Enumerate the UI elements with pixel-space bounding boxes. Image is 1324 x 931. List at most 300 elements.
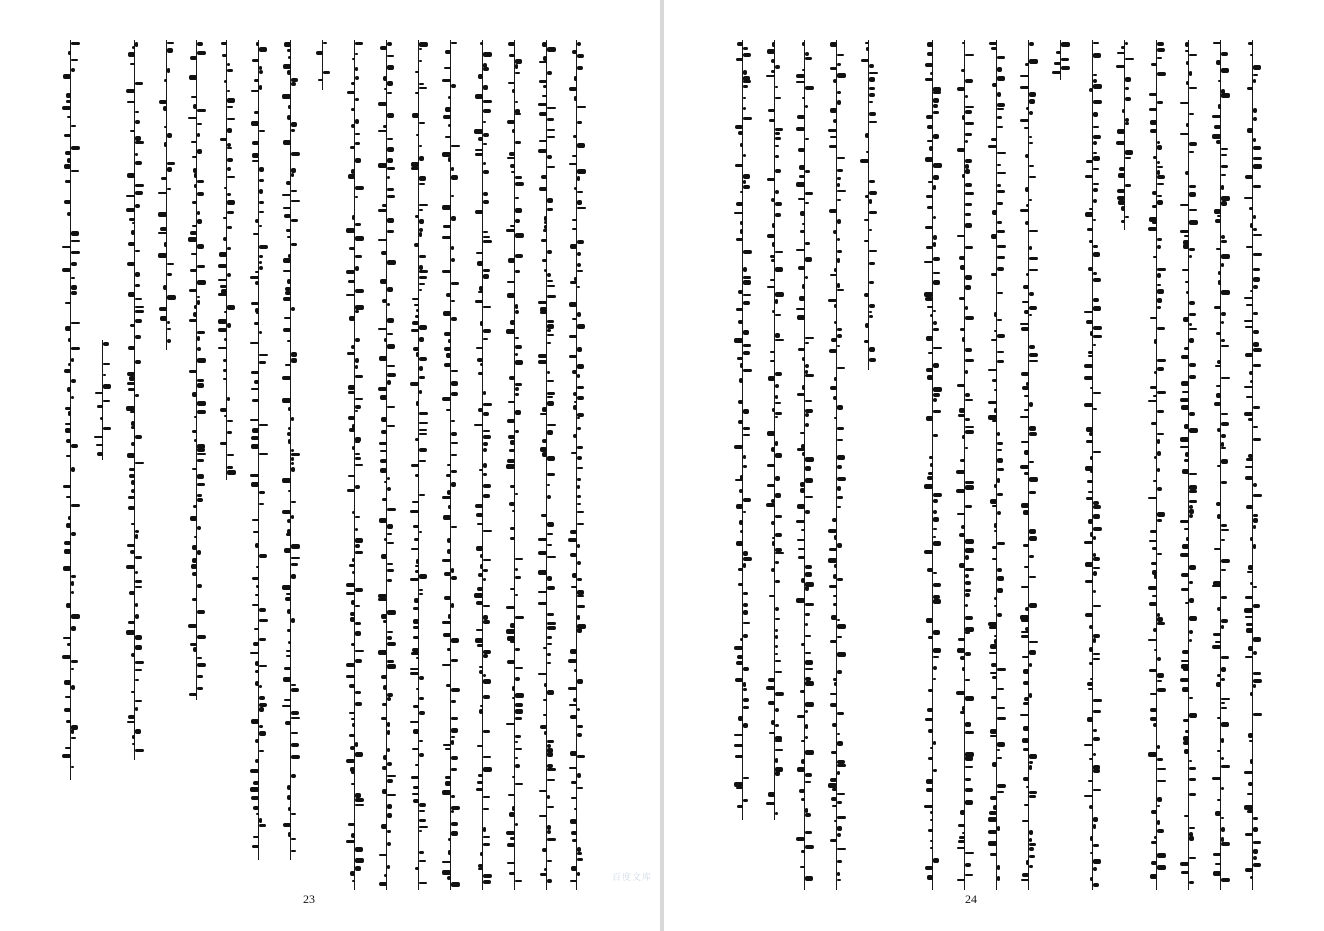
- script-glyph: [1021, 327, 1029, 331]
- script-glyph: [71, 668, 74, 670]
- script-glyph: [743, 498, 751, 502]
- script-glyph: [577, 427, 581, 430]
- script-glyph: [772, 223, 775, 228]
- script-glyph: [933, 321, 937, 325]
- script-glyph: [1221, 787, 1224, 790]
- script-glyph: [66, 496, 71, 498]
- script-glyph: [1253, 684, 1256, 688]
- script-glyph: [218, 328, 227, 332]
- script-glyph: [479, 469, 483, 471]
- text-column: [408, 40, 430, 890]
- text-column: [248, 40, 270, 860]
- script-glyph: [572, 155, 577, 157]
- script-glyph: [933, 387, 942, 392]
- script-glyph: [387, 748, 390, 752]
- script-glyph: [1090, 836, 1093, 841]
- script-glyph: [483, 269, 490, 272]
- script-glyph: [480, 705, 483, 707]
- script-glyph: [837, 91, 841, 94]
- script-glyph: [259, 750, 264, 752]
- script-glyph: [506, 629, 515, 634]
- script-glyph: [540, 873, 547, 876]
- script-glyph: [316, 51, 323, 55]
- script-glyph: [1213, 42, 1221, 44]
- script-glyph: [1221, 254, 1230, 259]
- script-glyph: [1150, 530, 1157, 533]
- script-glyph: [1089, 805, 1093, 809]
- script-glyph: [1022, 820, 1029, 822]
- script-glyph: [1148, 586, 1157, 590]
- script-glyph: [71, 467, 75, 472]
- script-glyph: [1029, 165, 1034, 167]
- script-glyph: [349, 684, 355, 688]
- script-glyph: [805, 86, 814, 90]
- script-glyph: [1217, 428, 1221, 432]
- script-glyph: [127, 721, 135, 723]
- script-glyph: [512, 776, 515, 778]
- script-glyph: [291, 457, 294, 461]
- script-glyph: [483, 192, 488, 196]
- script-glyph: [1029, 847, 1034, 851]
- script-glyph: [1022, 873, 1029, 877]
- script-glyph: [387, 195, 395, 198]
- script-glyph: [837, 219, 841, 224]
- script-glyph: [259, 70, 263, 74]
- script-glyph: [990, 735, 997, 737]
- script-glyph: [997, 221, 1002, 224]
- script-glyph: [220, 138, 227, 141]
- script-glyph: [291, 618, 295, 623]
- script-glyph: [547, 662, 551, 664]
- script-glyph: [224, 415, 227, 417]
- script-glyph: [291, 82, 296, 86]
- script-glyph: [135, 707, 138, 711]
- script-glyph: [990, 672, 997, 674]
- script-glyph: [347, 91, 355, 94]
- script-glyph: [412, 793, 419, 795]
- script-glyph: [541, 175, 547, 179]
- script-glyph: [834, 321, 837, 324]
- script-glyph: [997, 319, 1002, 321]
- script-glyph: [1253, 863, 1261, 867]
- script-glyph: [829, 145, 837, 148]
- script-glyph: [539, 112, 547, 116]
- script-glyph: [734, 646, 743, 650]
- script-glyph: [515, 823, 518, 826]
- script-glyph: [547, 522, 554, 527]
- script-glyph: [1182, 269, 1189, 271]
- script-glyph: [387, 230, 394, 233]
- script-glyph: [1221, 235, 1225, 239]
- script-glyph: [164, 79, 167, 82]
- script-glyph: [1221, 148, 1228, 150]
- script-glyph: [64, 200, 71, 204]
- script-glyph: [547, 613, 554, 616]
- script-glyph: [483, 654, 488, 658]
- script-glyph: [65, 407, 71, 410]
- script-glyph: [128, 346, 135, 350]
- script-glyph: [926, 195, 933, 198]
- script-glyph: [387, 487, 391, 491]
- script-glyph: [547, 295, 556, 298]
- script-glyph: [508, 794, 515, 796]
- script-glyph: [1121, 46, 1125, 49]
- script-glyph: [192, 392, 197, 397]
- script-glyph: [1189, 313, 1196, 316]
- script-glyph: [412, 321, 419, 325]
- script-glyph: [512, 806, 515, 811]
- script-glyph: [837, 793, 845, 795]
- script-glyph: [71, 285, 77, 290]
- script-glyph: [71, 685, 75, 690]
- script-glyph: [443, 311, 451, 316]
- script-glyph: [259, 638, 266, 641]
- script-glyph: [419, 819, 426, 822]
- script-glyph: [378, 328, 387, 330]
- script-glyph: [544, 269, 547, 272]
- script-glyph: [1221, 345, 1229, 347]
- script-glyph: [740, 143, 743, 147]
- script-glyph: [419, 366, 423, 371]
- script-glyph: [997, 668, 1006, 671]
- script-glyph: [547, 643, 552, 645]
- script-glyph: [515, 568, 518, 571]
- script-glyph: [796, 598, 805, 603]
- script-glyph: [380, 459, 387, 463]
- script-glyph: [1026, 273, 1029, 276]
- script-glyph: [958, 414, 965, 417]
- script-glyph: [259, 361, 266, 364]
- script-glyph: [927, 875, 933, 880]
- script-glyph: [291, 453, 300, 456]
- script-glyph: [1217, 750, 1221, 752]
- script-glyph: [291, 732, 298, 734]
- script-glyph: [1093, 152, 1097, 154]
- script-glyph: [1026, 204, 1029, 207]
- script-glyph: [965, 348, 972, 352]
- script-glyph: [131, 523, 135, 525]
- script-glyph: [798, 266, 805, 270]
- script-glyph: [997, 511, 1001, 515]
- script-glyph: [515, 182, 524, 186]
- script-glyph: [103, 400, 110, 402]
- script-glyph: [837, 328, 842, 331]
- script-glyph: [1088, 491, 1093, 493]
- script-glyph: [965, 581, 971, 585]
- script-glyph: [1157, 768, 1166, 770]
- script-glyph: [573, 434, 577, 438]
- script-glyph: [291, 449, 294, 452]
- script-glyph: [743, 107, 746, 110]
- script-glyph: [1118, 200, 1125, 205]
- script-glyph: [547, 424, 556, 426]
- script-glyph: [770, 351, 775, 353]
- script-glyph: [1253, 65, 1261, 70]
- script-glyph: [1180, 437, 1189, 442]
- script-glyph: [448, 339, 451, 343]
- script-glyph: [483, 796, 490, 798]
- script-glyph: [1093, 168, 1099, 170]
- script-glyph: [805, 478, 813, 483]
- script-glyph: [831, 338, 837, 342]
- script-glyph: [483, 109, 491, 113]
- script-glyph: [197, 192, 204, 196]
- script-glyph: [221, 42, 227, 45]
- script-glyph: [837, 465, 842, 469]
- script-glyph: [349, 316, 355, 321]
- script-glyph: [128, 621, 135, 624]
- script-glyph: [1253, 108, 1257, 113]
- script-glyph: [348, 280, 355, 283]
- script-glyph: [447, 464, 451, 466]
- script-glyph: [997, 164, 1001, 166]
- script-glyph: [1253, 253, 1262, 256]
- script-glyph: [68, 51, 71, 55]
- script-glyph: [1093, 42, 1099, 44]
- script-glyph: [837, 741, 843, 746]
- script-glyph: [223, 237, 227, 241]
- script-glyph: [1093, 219, 1096, 221]
- script-glyph: [1029, 754, 1037, 759]
- script-glyph: [802, 223, 805, 225]
- script-glyph: [1214, 125, 1221, 129]
- script-glyph: [448, 838, 451, 841]
- script-glyph: [483, 274, 489, 279]
- script-glyph: [383, 755, 387, 760]
- script-glyph: [933, 104, 938, 108]
- script-glyph: [259, 424, 268, 426]
- script-glyph: [411, 548, 419, 550]
- script-glyph: [1189, 767, 1196, 770]
- script-glyph: [573, 698, 577, 702]
- script-glyph: [541, 514, 547, 517]
- script-glyph: [997, 568, 1002, 572]
- script-glyph: [958, 638, 965, 641]
- script-glyph: [771, 59, 775, 63]
- script-glyph: [994, 635, 997, 637]
- script-glyph: [965, 589, 971, 592]
- script-glyph: [965, 863, 971, 867]
- script-glyph: [805, 586, 809, 591]
- script-glyph: [382, 498, 387, 501]
- script-glyph: [167, 68, 170, 73]
- script-glyph: [1157, 433, 1164, 435]
- script-glyph: [253, 781, 259, 785]
- script-glyph: [1180, 398, 1189, 402]
- script-glyph: [483, 605, 490, 607]
- script-glyph: [1246, 304, 1253, 306]
- script-glyph: [997, 292, 1003, 294]
- script-glyph: [259, 167, 264, 172]
- script-glyph: [413, 705, 419, 708]
- script-glyph: [355, 441, 360, 443]
- script-glyph: [444, 363, 451, 367]
- script-glyph: [355, 631, 361, 636]
- script-glyph: [167, 42, 174, 44]
- script-glyph: [965, 731, 974, 734]
- script-glyph: [965, 430, 974, 434]
- script-glyph: [197, 401, 206, 406]
- script-glyph: [419, 826, 428, 828]
- script-glyph: [775, 202, 782, 206]
- script-glyph: [775, 724, 779, 727]
- script-glyph: [416, 309, 419, 312]
- script-glyph: [259, 608, 266, 612]
- script-glyph: [284, 317, 291, 319]
- script-glyph: [577, 456, 582, 460]
- script-glyph: [130, 130, 135, 132]
- script-glyph: [127, 101, 135, 103]
- script-glyph: [288, 427, 291, 430]
- script-glyph: [926, 618, 933, 623]
- script-glyph: [411, 776, 419, 779]
- script-glyph: [772, 537, 775, 539]
- script-glyph: [251, 719, 259, 724]
- script-glyph: [442, 861, 451, 863]
- script-glyph: [287, 519, 291, 523]
- script-glyph: [1150, 874, 1157, 879]
- script-glyph: [1253, 586, 1257, 588]
- script-glyph: [775, 758, 778, 763]
- script-glyph: [736, 661, 743, 665]
- script-glyph: [834, 535, 837, 540]
- script-glyph: [1250, 54, 1253, 56]
- script-glyph: [132, 735, 135, 739]
- script-glyph: [1253, 604, 1260, 608]
- script-glyph: [483, 100, 492, 103]
- script-glyph: [837, 183, 840, 187]
- script-glyph: [291, 755, 300, 759]
- script-glyph: [483, 329, 491, 333]
- script-glyph: [927, 52, 933, 56]
- script-glyph: [1157, 145, 1162, 150]
- script-glyph: [997, 749, 1000, 751]
- script-glyph: [965, 568, 974, 571]
- script-glyph: [570, 751, 577, 756]
- script-glyph: [569, 355, 577, 358]
- script-glyph: [1157, 688, 1166, 692]
- script-glyph: [1253, 438, 1261, 441]
- script-glyph: [483, 695, 490, 699]
- script-glyph: [1180, 446, 1189, 448]
- script-glyph: [570, 281, 577, 284]
- script-glyph: [743, 351, 750, 355]
- script-glyph: [927, 42, 933, 47]
- script-glyph: [477, 587, 483, 591]
- script-glyph: [1093, 278, 1101, 282]
- script-glyph: [1246, 505, 1253, 509]
- script-glyph: [218, 319, 227, 324]
- script-glyph: [1189, 598, 1194, 603]
- script-glyph: [252, 399, 259, 402]
- script-glyph: [451, 216, 456, 221]
- script-glyph: [224, 311, 227, 313]
- script-glyph: [997, 116, 1002, 119]
- script-glyph: [775, 629, 778, 632]
- script-glyph: [475, 504, 483, 508]
- script-glyph: [1245, 656, 1253, 658]
- script-glyph: [828, 299, 837, 302]
- script-glyph: [1023, 285, 1029, 289]
- script-glyph: [1218, 104, 1221, 109]
- script-glyph: [743, 53, 751, 57]
- script-glyph: [378, 598, 387, 601]
- text-column: [376, 40, 398, 890]
- script-glyph: [1029, 765, 1032, 770]
- script-glyph: [445, 748, 451, 750]
- script-glyph: [479, 666, 483, 668]
- script-glyph: [743, 698, 749, 702]
- script-glyph: [1213, 633, 1221, 636]
- script-glyph: [352, 511, 355, 514]
- script-glyph: [1093, 53, 1101, 58]
- script-glyph: [1093, 126, 1099, 128]
- script-glyph: [992, 420, 997, 422]
- script-glyph: [1150, 317, 1157, 319]
- script-glyph: [933, 656, 939, 658]
- script-glyph: [506, 229, 515, 232]
- script-glyph: [387, 373, 396, 377]
- script-glyph: [547, 250, 552, 254]
- script-glyph: [1151, 422, 1157, 425]
- script-glyph: [475, 94, 483, 99]
- script-glyph: [507, 157, 515, 159]
- script-glyph: [1020, 86, 1029, 89]
- script-glyph: [547, 690, 554, 695]
- script-glyph: [1221, 339, 1225, 342]
- script-glyph: [1084, 744, 1093, 746]
- script-glyph: [1157, 439, 1160, 444]
- script-glyph: [129, 474, 135, 478]
- script-glyph: [419, 337, 424, 342]
- script-glyph: [419, 422, 428, 424]
- right-page: [664, 0, 1324, 931]
- script-glyph: [220, 408, 227, 412]
- script-glyph: [1153, 723, 1157, 727]
- script-glyph: [864, 340, 869, 343]
- script-glyph: [419, 289, 422, 291]
- script-glyph: [223, 217, 227, 219]
- script-glyph: [1029, 663, 1032, 667]
- script-glyph: [227, 466, 233, 469]
- script-glyph: [483, 430, 490, 432]
- script-glyph: [992, 676, 997, 679]
- script-glyph: [577, 852, 582, 855]
- script-glyph: [933, 91, 941, 94]
- script-glyph: [1189, 827, 1195, 829]
- script-glyph: [997, 351, 1004, 353]
- script-glyph: [1253, 277, 1260, 282]
- script-glyph: [1157, 359, 1166, 362]
- script-glyph: [965, 481, 974, 484]
- script-glyph: [771, 259, 775, 262]
- script-glyph: [480, 321, 483, 326]
- script-glyph: [577, 169, 586, 174]
- script-glyph: [933, 493, 942, 497]
- script-glyph: [250, 652, 259, 654]
- script-glyph: [933, 583, 941, 587]
- script-glyph: [542, 42, 547, 47]
- script-glyph: [509, 872, 515, 875]
- script-glyph: [925, 63, 933, 67]
- script-glyph: [1221, 596, 1227, 599]
- script-glyph: [130, 411, 135, 413]
- script-glyph: [743, 117, 752, 120]
- script-glyph: [483, 306, 491, 308]
- script-glyph: [928, 181, 933, 183]
- script-glyph: [283, 297, 291, 301]
- script-glyph: [350, 612, 355, 616]
